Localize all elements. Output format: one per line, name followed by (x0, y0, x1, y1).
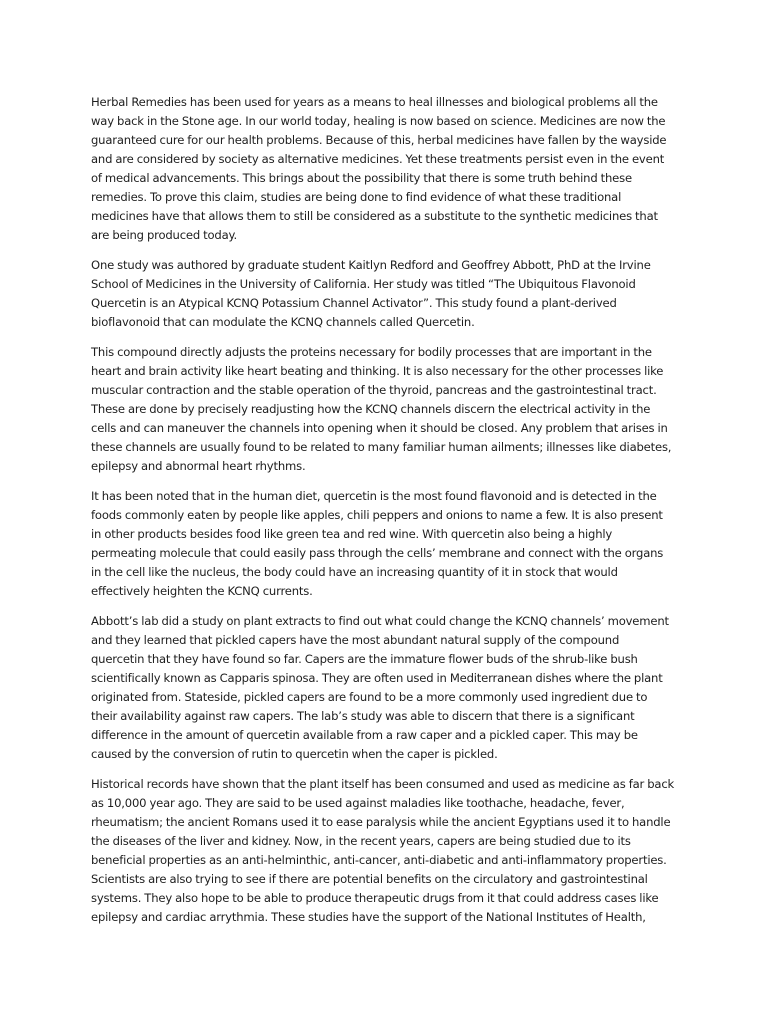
paragraph-compound: This compound directly adjusts the proteins necessary for bodily processes that are important in the heart and brain activity like heart beating and thinking. It is also necessary for the other processes like muscular contraction and the stable operation of the thyroid, pancreas and the gastrointestinal tract. These are done by precisely readjusting how the KCNQ channels discern the electrical activity in the cells and can maneuver the channels into opening when it should be closed. Any problem that arises in these channels are usually found to be related to many familiar human ailments; illnesses like diabetes, epilepsy and abnormal heart rhythms. (91, 345, 672, 473)
paragraph-intro: Herbal Remedies has been used for years as a means to heal illnesses and biological problems all the way back in the Stone age. In our world today, healing is now based on science. Medicines are now the guaranteed cure for our health problems. Because of this, herbal medicines have fallen by the wayside and are considered by society as alternative medicines. Yet these treatments persist even in the event of medical advancements. This brings about the possibility that there is some truth behind these remedies. To prove this claim, studies are being done to find evidence of what these traditional medicines have that allows them to still be considered as a substitute to the synthetic medicines that are being produced today. (91, 95, 667, 242)
paragraph-study: One study was authored by graduate student Kaitlyn Redford and Geoffrey Abbott, PhD at the Irvine School of Medicines in the University of California. Her study was titled “The Ubiquitous Flavonoid Quercetin is an Atypical KCNQ Potassium Channel Activator”. This study found a plant-derived bioflavonoid that can modulate the KCNQ channels called Quercetin. (91, 258, 651, 329)
document-body (91, 93, 675, 938)
paragraph-history: Historical records have shown that the plant itself has been consumed and used as medicine as far back as 10,000 year ago. They are said to be used against maladies like toothache, headache, fever, rheumatism; the ancient Romans used it to ease paralysis while the ancient Egyptians used it to handle the diseases of the liver and kidney. Now, in the recent years, capers are being studied due to its beneficial properties as an anti-helminthic, anti-cancer, anti-diabetic and anti-inflammatory properties. Scientists are also trying to see if there are potential benefits on the circulatory and gastrointestinal systems. They also hope to be able to produce therapeutic drugs from it that could address cases like epilepsy and cardiac arrythmia. These studies have the support of the National Institutes of Health, (91, 777, 675, 924)
paragraph-diet: It has been noted that in the human diet, quercetin is the most found flavonoid and is detected in the foods commonly eaten by people like apples, chili peppers and onions to name a few. It is also present in other products besides food like green tea and red wine. With quercetin also being a highly permeating molecule that could easily pass through the cells’ membrane and connect with the organs in the cell like the nucleus, the body could have an increasing quantity of it in stock that would effectively heighten the KCNQ currents. (91, 489, 664, 598)
paragraph-capers: Abbott’s lab did a study on plant extracts to find out what could change the KCNQ channels’ movement and they learned that pickled capers have the most abundant natural supply of the compound quercetin that they have found so far. Capers are the immature flower buds of the shrub-like bush scientifically known as Capparis spinosa. They are often used in Mediterranean dishes where the plant originated from. Stateside, pickled capers are found to be a more commonly used ingredient due to their availability against raw capers. The lab’s study was able to discern that there is a significant difference in the amount of quercetin available from a raw caper and a pickled caper. This may be caused by the conversion of rutin to quercetin when the caper is pickled. (91, 614, 669, 761)
